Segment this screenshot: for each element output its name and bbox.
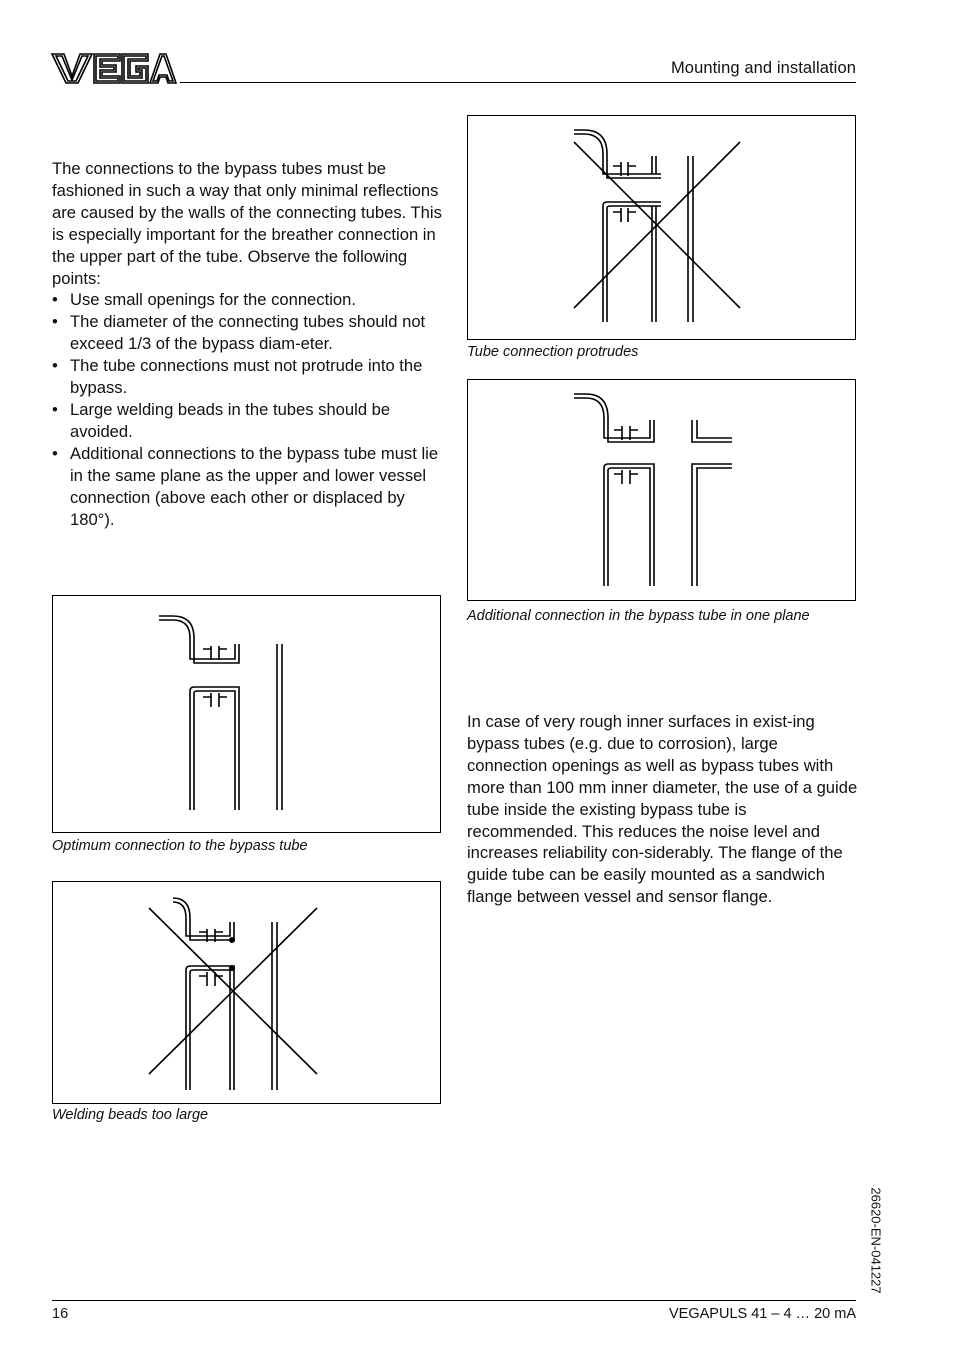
figure-caption: Tube connection protrudes [467,344,639,360]
figure-caption: Additional connection in the bypass tube in one plane [467,608,810,624]
logo-text: VEGA [114,70,117,71]
section-title: Mounting and installation [670,59,856,77]
header-rule [180,82,856,83]
bullet-item: • Use small openings for the connection. [52,289,444,311]
figure-tube-protrudes [467,115,856,340]
figure-welding-beads [52,881,441,1104]
intro-paragraph: The connections to the bypass tubes must be fashioned in such a way that only minimal reflections are caused by the walls of the connecting tubes. This is especially important for the breather connection in the upper part of the tube. Observe the following points: [52,159,442,288]
figure-caption: Optimum connection to the bypass tube [52,838,308,854]
bullet-list [52,289,444,530]
bullet-item: • Additional connections to the bypass tube must lie in the same plane as the upper and lower vessel connection (above each other or displaced by 180°). [52,443,444,531]
welding-beads-diagram [53,882,440,1103]
bullet-item: • The diameter of the connecting tubes should not exceed 1/3 of the bypass diam-eter. [52,311,444,355]
bullet-item: • The tube connections must not protrude into the bypass. [52,355,444,399]
page-number: 16 [52,1306,69,1322]
document-code: 26620-EN-041227 [868,1187,884,1294]
figure-optimum-connection [52,595,441,833]
figure-additional-connection [467,379,856,601]
guide-tube-paragraph: In case of very rough inner surfaces in exist-ing bypass tubes (e.g. due to corrosion), large connection openings as well as bypass tubes with more than 100 mm inner diameter, the use of a guide tube inside the existing bypass tube is recommended. This reduces the noise level and increases reliability con-siderably. The flange of the guide tube can be easily mounted as a sandwich flange between vessel and sensor flange. [467,712,858,907]
tube-protrudes-diagram [468,116,855,339]
product-name: VEGAPULS 41 – 4 … 20 mA [669,1306,856,1322]
figure-caption: Welding beads too large [52,1107,209,1123]
optimum-connection-diagram [53,596,440,832]
additional-connection-diagram [468,380,855,600]
footer-rule [52,1300,856,1301]
vega-logo [50,50,178,86]
bullet-item: • Large welding beads in the tubes should be avoided. [52,399,444,443]
intro-text [52,158,444,530]
